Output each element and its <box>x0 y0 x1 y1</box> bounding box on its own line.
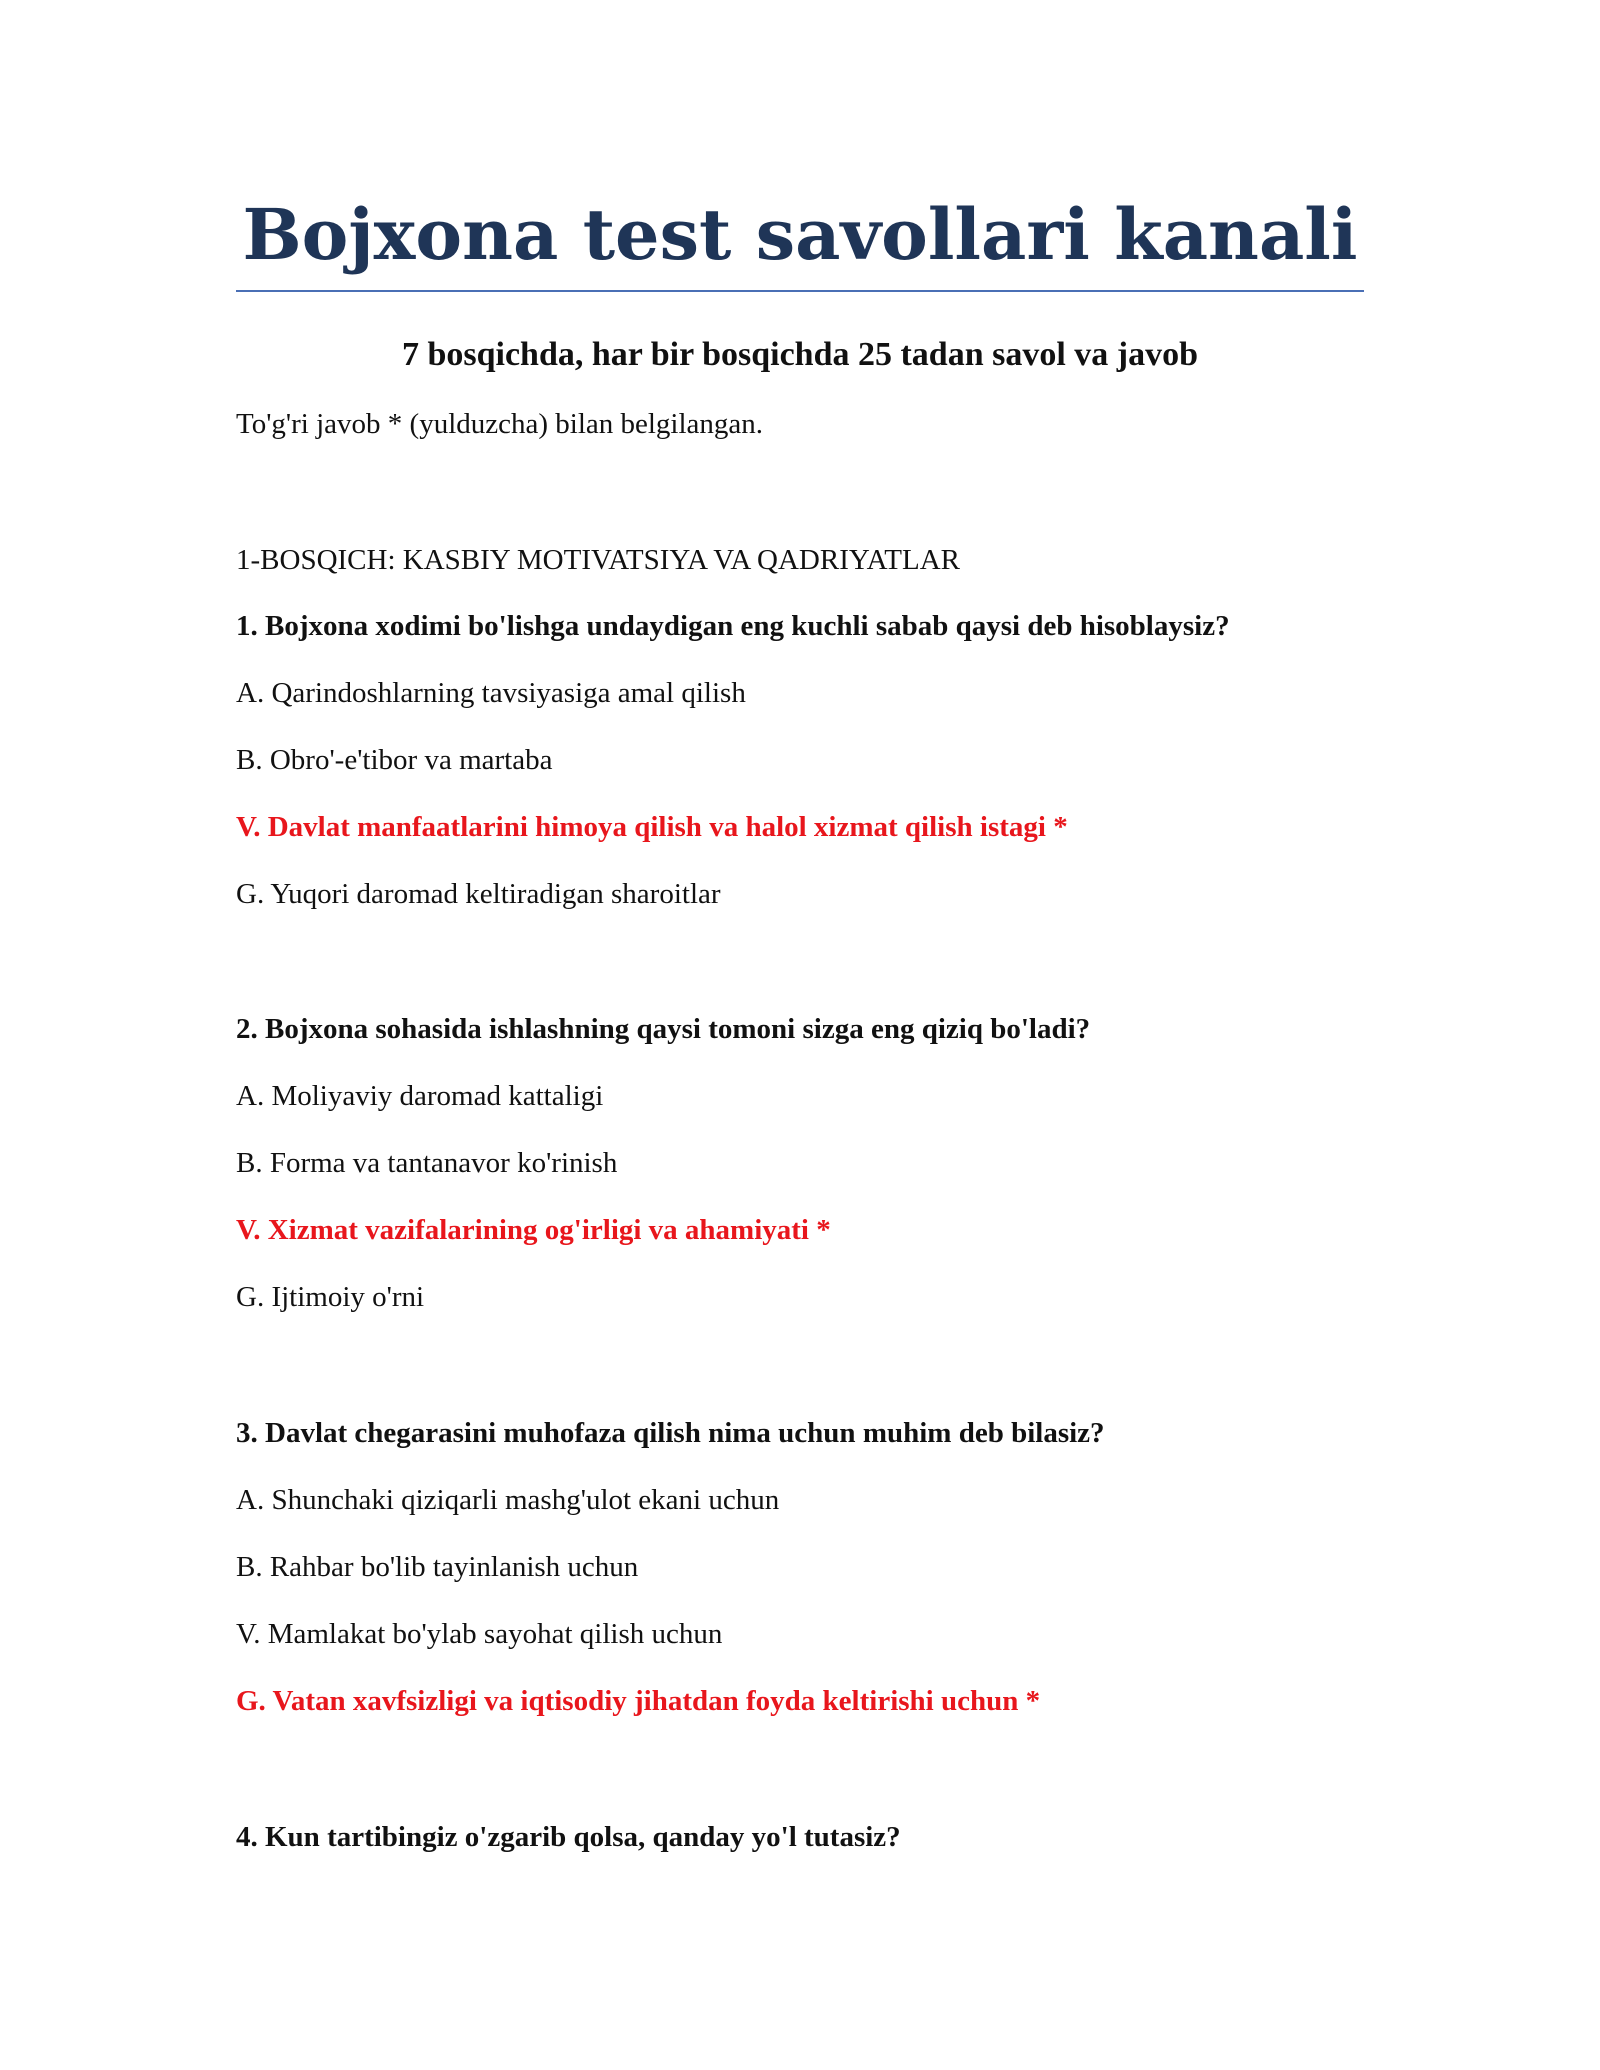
answer-key-note: To'g'ri javob * (yulduzcha) bilan belgilangan. <box>236 408 764 440</box>
question-2-option-g: G. Ijtimoiy o'rni <box>236 1281 425 1313</box>
question-2: 2. Bojxona sohasida ishlashning qaysi tomoni sizga eng qiziq bo'ladi? <box>236 1013 1091 1045</box>
question-3-option-b: B. Rahbar bo'lib tayinlanish uchun <box>236 1551 639 1583</box>
question-4: 4. Kun tartibingiz o'zgarib qolsa, qanday yo'l tutasiz? <box>236 1821 901 1853</box>
question-2-option-v-correct: V. Xizmat vazifalarining og'irligi va ahamiyati * <box>236 1214 831 1246</box>
question-3: 3. Davlat chegarasini muhofaza qilish nima uchun muhim deb bilasiz? <box>236 1417 1105 1449</box>
question-3-option-a: A. Shunchaki qiziqarli mashg'ulot ekani uchun <box>236 1484 780 1516</box>
question-1-option-g: G. Yuqori daromad keltiradigan sharoitlar <box>236 878 721 910</box>
question-2-option-b: B. Forma va tantanavor ko'rinish <box>236 1147 618 1179</box>
question-1-option-v-correct: V. Davlat manfaatlarini himoya qilish va halol xizmat qilish istagi * <box>236 811 1068 843</box>
question-2-option-a: A. Moliyaviy daromad kattaligi <box>236 1080 604 1112</box>
question-1-option-b: B. Obro'-e'tibor va martaba <box>236 744 553 776</box>
document-subtitle: 7 bosqichda, har bir bosqichda 25 tadan savol va javob <box>401 336 1199 373</box>
section-heading: 1-BOSQICH: KASBIY MOTIVATSIYA VA QADRIYATLAR <box>236 544 961 576</box>
document-title: Bojxona test savollari kanali <box>242 193 1358 276</box>
question-1-option-a: A. Qarindoshlarning tavsiyasiga amal qilish <box>236 677 746 709</box>
question-1: 1. Bojxona xodimi bo'lishga undaydigan eng kuchli sabab qaysi deb hisoblaysiz? <box>236 610 1230 642</box>
question-3-option-v: V. Mamlakat bo'ylab sayohat qilish uchun <box>236 1618 723 1650</box>
question-3-option-g-correct: G. Vatan xavfsizligi va iqtisodiy jihatdan foyda keltirishi uchun * <box>236 1685 1041 1717</box>
title-underline <box>236 290 1364 292</box>
